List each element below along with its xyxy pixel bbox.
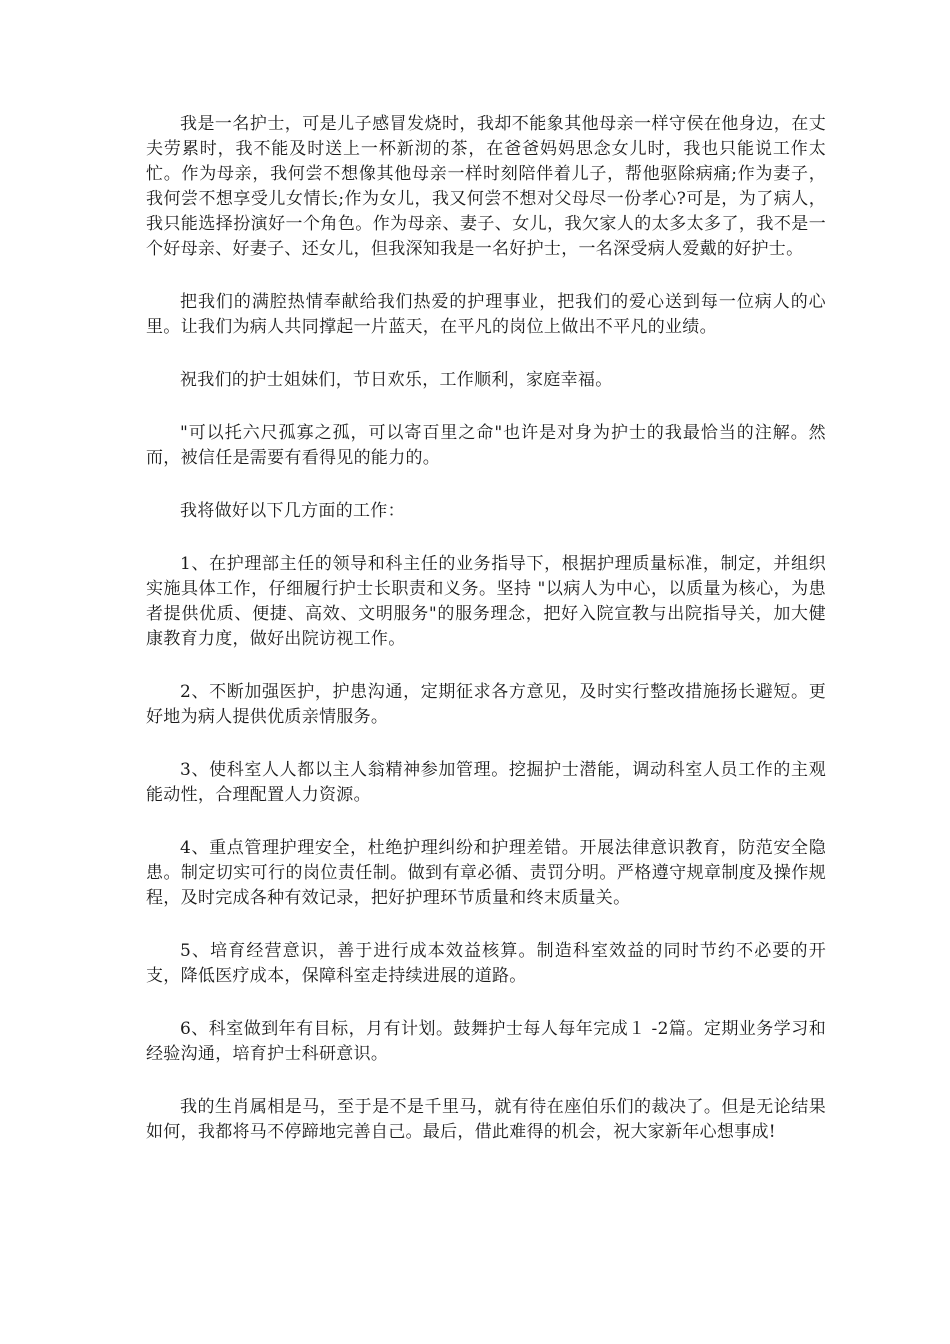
paragraph-4: "可以托六尺孤寡之孤，可以寄百里之命"也许是对身为护士的我最恰当的注解。然而，被信任是需要有看得见的能力的。 xyxy=(146,423,826,468)
paragraph-7: 2、不断加强医护，护患沟通，定期征求各方意见，及时实行整改措施扬长避短。更好地为病人提供优质亲情服务。 xyxy=(146,682,826,727)
document-body xyxy=(146,112,826,1173)
paragraph-11: 6、科室做到年有目标，月有计划。鼓舞护士每人每年完成１ -2篇。定期业务学习和经验沟通，培育护士科研意识。 xyxy=(146,1019,826,1064)
paragraph-10: 5、培育经营意识，善于进行成本效益核算。制造科室效益的同时节约不必要的开支，降低医疗成本，保障科室走持续进展的道路。 xyxy=(146,941,826,986)
paragraph-1: 我是一名护士，可是儿子感冒发烧时，我却不能象其他母亲一样守侯在他身边，在丈夫劳累时，我不能及时送上一杯新沏的茶，在爸爸妈妈思念女儿时，我也只能说工作太忙。作为母亲，我何尝不想像其他母亲一样时刻陪伴着儿子，帮他驱除病痛;作为妻子，我何尝不想享受儿女情长;作为女儿，我又何尝不想对父母尽一份孝心?可是，为了病人，我只能选择扮演好一个角色。作为母亲、妻子、女儿，我欠家人的太多太多了，我不是一个好母亲、好妻子、还女儿，但我深知我是一名好护士，一名深受病人爱戴的好护士。 xyxy=(146,114,826,259)
paragraph-8: 3、使科室人人都以主人翁精神参加管理。挖掘护士潜能，调动科室人员工作的主观能动性，合理配置人力资源。 xyxy=(146,760,826,805)
paragraph-12: 我的生肖属相是马，至于是不是千里马，就有待在座伯乐们的裁决了。但是无论结果如何，我都将马不停蹄地完善自己。最后，借此难得的机会，祝大家新年心想事成! xyxy=(146,1097,826,1142)
paragraph-5: 我将做好以下几方面的工作： xyxy=(180,501,405,521)
paragraph-6: 1、在护理部主任的领导和科主任的业务指导下，根据护理质量标准，制定，并组织实施具体工作，仔细履行护士长职责和义务。坚持 "以病人为中心，以质量为核心，为患者提供优质、便捷、高效、文明服务"的服务理念，把好入院宣教与出院指导关，加大健康教育力度，做好出院访视工作。 xyxy=(146,554,826,649)
paragraph-9: 4、重点管理护理安全，杜绝护理纠纷和护理差错。开展法律意识教育，防范安全隐患。制定切实可行的岗位责任制。做到有章必循、责罚分明。严格遵守规章制度及操作规程，及时完成各种有效记录，把好护理环节质量和终末质量关。 xyxy=(146,838,826,908)
paragraph-3: 祝我们的护士姐妹们，节日欢乐，工作顺利，家庭幸福。 xyxy=(180,370,613,390)
paragraph-2: 把我们的满腔热情奉献给我们热爱的护理事业，把我们的爱心送到每一位病人的心里。让我们为病人共同撑起一片蓝天，在平凡的岗位上做出不平凡的业绩。 xyxy=(146,292,826,337)
